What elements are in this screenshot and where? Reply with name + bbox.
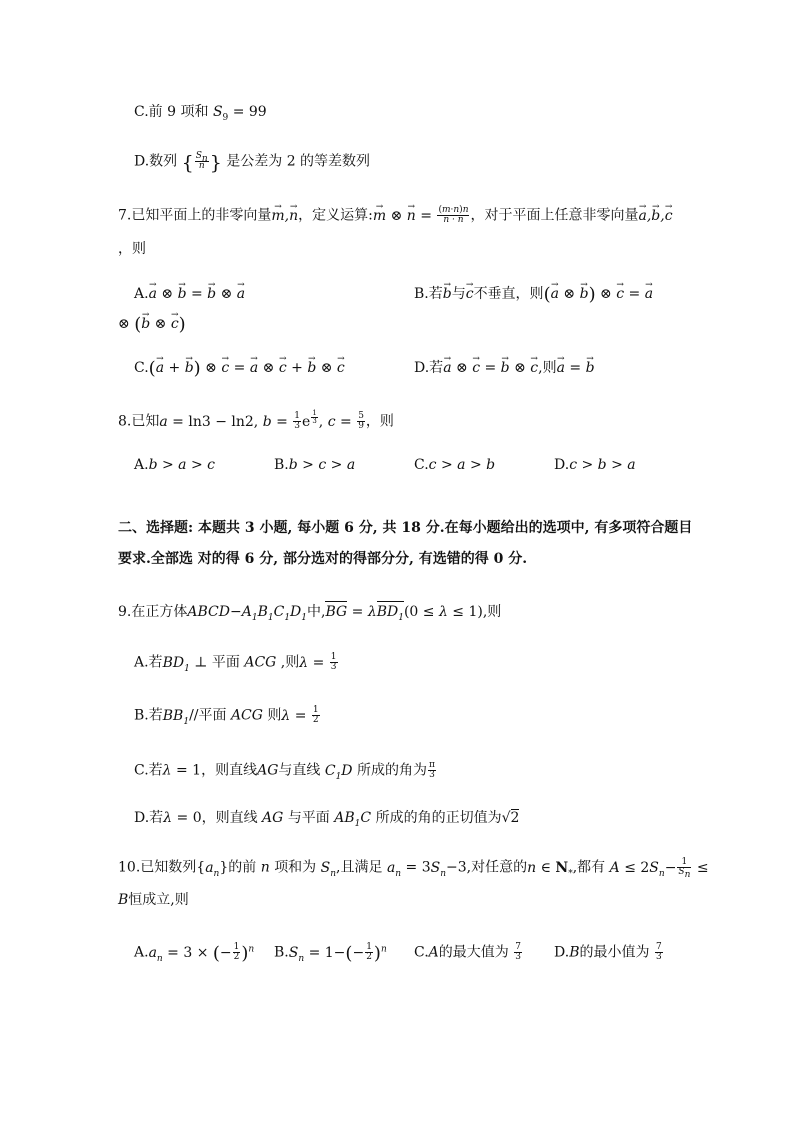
q10-stem-2: 的前 — [228, 859, 257, 876]
q9-option-a-bd1: $BD_1$ — [162, 654, 190, 674]
q10-option-c-label: C. — [414, 944, 429, 961]
q10-stem-4: ,且满足 — [336, 859, 383, 876]
q9-option-d-lambda: λ = 0 — [163, 810, 202, 826]
q8-option-a-math: b > a > c — [148, 457, 215, 473]
q7-vectors-mn: → m,→ n — [271, 208, 298, 224]
section2-header-line1: 二、选择题: 本题共 3 小题, 每小题 6 分, 共 18 分.在每小题给出的选项中, 有多项符合题目 — [118, 520, 693, 536]
q10-option-d-math: $\frac{7}{3}$ — [655, 942, 662, 962]
q9-stem-1: 9.在正方体 — [118, 604, 188, 620]
q6-option-c-math: $S_9 = 99$ — [212, 104, 267, 123]
q10-stem-continued — [118, 891, 189, 909]
q9-option-b-bb1: $BB_1$ — [162, 707, 190, 727]
q9-option-a: A.若$BD_1$ ⊥ 平面 ACG ,则λ = $\frac{1}{3}$ — [134, 652, 337, 674]
q9-option-d-text1: ，则直线 — [201, 810, 258, 826]
q7-option-b-text1: 与 — [451, 286, 466, 302]
q10-option-b-label: B. — [274, 944, 289, 961]
q10-option-d: D.B的最小值为 $\frac{7}{3}$ — [554, 942, 662, 962]
q10-option-d-text: 的最小值为 — [579, 944, 650, 961]
q7-option-a-math: → a ⊗ → b = → b ⊗ → a — [149, 286, 246, 302]
q7-option-d-math-2: → a = → b — [557, 360, 595, 376]
q6-option-c — [134, 103, 267, 121]
q10-option-a-label: A. — [134, 944, 149, 961]
q9-option-d-text3: 所成的角的正切值为 — [375, 810, 502, 826]
q10-sequence: $\{a_n\}$ — [196, 859, 229, 879]
q6-option-c-label: C.前 9 项和 — [134, 104, 209, 120]
q9-option-a-label: A.若 — [134, 654, 163, 671]
q9-option-c-text3: 所成的角为 — [356, 762, 427, 779]
q9-option-b-label: B.若 — [134, 707, 163, 724]
q7-stem-2: ，定义运算: — [298, 207, 373, 224]
q9-option-c-lambda: λ = 1 — [162, 762, 202, 779]
q9-option-b-math: λ = $\frac{1}{2}$ — [281, 705, 319, 725]
q9-option-b-text: 平面 — [198, 707, 227, 724]
q7-option-b-vec-b: → b — [443, 285, 452, 303]
q10-option-b-math: $S_n = 1-(-$ $\frac{1}{2}$ )$^n$ — [288, 942, 387, 964]
q10-option-a-math: $a_n = 3$ × (− $\frac{1}{2}$ )$^n$ — [148, 942, 255, 964]
q9-condition: BG = λBD$_1$(0 ≤ λ ≤ 1) — [325, 604, 482, 620]
q7-option-d — [414, 359, 595, 377]
q7-option-c — [134, 359, 345, 378]
q8-option-c-label: C. — [414, 457, 429, 473]
q7-option-b-continued — [118, 315, 186, 334]
q9-option-a-text: 平面 — [211, 654, 240, 671]
q7-option-a-label: A. — [134, 286, 149, 302]
q9-option-b: B.若$BB_1//$平面 ACG 则λ = $\frac{1}{2}$ — [134, 705, 319, 727]
q9-option-c-text1: ，则直线 — [201, 762, 258, 779]
q10-stem-5: ,对任意的 — [466, 859, 528, 876]
q9-option-d-text2: 与平面 — [287, 810, 330, 826]
q10-option-a — [134, 943, 254, 963]
q9-option-b-then: 则 — [267, 707, 282, 724]
q7-stem-1: 7.已知平面上的非零向量 — [118, 207, 272, 224]
q8-definitions: a = ln3 − ln2, b = $\frac{1}{3}$ e $^{\frac{1}{3}}$ , c = $\frac{5}{9}$ — [159, 409, 364, 432]
q8-option-d-label: D. — [554, 457, 570, 473]
q7-option-b — [414, 285, 653, 304]
q10-recurrence: $a_n = 3S_n-3$ — [386, 859, 467, 879]
q9-option-a-math: λ = $\frac{1}{3}$ — [299, 652, 337, 672]
q10-option-d-label: D. — [554, 944, 570, 961]
q7-stem-3: ，对于平面上任意非零向量 — [470, 207, 639, 224]
q6-option-d — [134, 152, 370, 172]
q8-stem-1: 8.已知 — [118, 413, 160, 430]
q8-stem — [118, 410, 394, 431]
q6-option-d-suffix: 是公差为 2 的等差数列 — [226, 153, 371, 170]
q8-option-a-label: A. — [134, 457, 149, 473]
q7-option-b-vec-c: → c — [466, 285, 474, 303]
q10-stem-1: 10.已知数列 — [118, 859, 197, 876]
q9-stem: 9.在正方体$ABCD-A_1B_1C_1D_1$中,BG = λBD$_1$(0 ≤ λ ≤ 1),则 — [118, 601, 501, 621]
q10-option-c: C.A的最大值为 $\frac{7}{3}$ — [414, 942, 521, 962]
q7-option-b-math: (→ a ⊗ → b) ⊗ → c = → a — [544, 286, 654, 302]
q7-stem — [118, 206, 673, 225]
q8-option-d-math: c > b > a — [569, 457, 636, 473]
q10-option-c-text: 的最大值为 — [438, 944, 509, 961]
q8-option-c-math: c > a > b — [428, 457, 496, 473]
q7-stem-end: ，则 — [118, 241, 146, 257]
q10-stem-3: 项和为 — [274, 859, 317, 876]
q7-option-b-label: B.若 — [414, 286, 443, 302]
q7-option-b-math-2: ⊗ (→ b ⊗ → c) — [118, 316, 186, 332]
q9-stem-3: ,则 — [482, 604, 502, 620]
q6-option-d-label: D.数列 — [134, 153, 178, 170]
q9-option-c-math: $\frac{\pi}{3}$ — [428, 760, 435, 780]
q8-option-c — [414, 456, 495, 474]
q9-option-a-then: ,则 — [280, 654, 300, 671]
q10-option-b — [274, 943, 387, 963]
q8-option-b-label: B. — [274, 457, 289, 473]
q7-option-a — [134, 285, 245, 303]
q10-stem: 10.已知数列$\{a_n\}$的前 n 项和为 $S_n$,且满足 $a_n = 3S_n-3$,对任意的n ∈ $N_*$,都有 $A \le 2S_n-$ $\frac{1}{S_n}$ ≤ — [118, 857, 709, 880]
q9-option-d-label: D.若 — [134, 810, 164, 826]
q9-option-c-text2: 与直线 — [278, 762, 321, 779]
q7-option-d-label: D.若 — [414, 360, 444, 376]
q10-domain: n ∈ $N_*$ — [527, 859, 573, 879]
q10-stem-6: ,都有 — [572, 859, 606, 876]
q7-option-c-math: (→ a + → b) ⊗ → c = → a ⊗ → c + → b ⊗ → c — [149, 360, 345, 376]
q7-option-d-text: ,则 — [538, 360, 557, 376]
q8-option-a — [134, 456, 215, 474]
q10-stem-7: 恒成立,则 — [128, 892, 189, 908]
q8-option-b — [274, 456, 355, 474]
q10-B: B — [118, 892, 129, 908]
q8-option-b-math: b > c > a — [288, 457, 356, 473]
q8-option-d — [554, 456, 636, 474]
q9-option-d: D.若λ = 0，则直线 AG 与平面 $AB_1C$ 所成的角的正切值为√2 — [134, 810, 520, 829]
q8-stem-2: ，则 — [365, 413, 394, 430]
q7-option-c-label: C. — [134, 360, 149, 376]
q9-stem-2: 中, — [307, 604, 326, 620]
q7-option-d-math: → a ⊗ → c = → b ⊗ → c — [443, 360, 538, 376]
q7-operation-def: → m ⊗ → n = $\frac{(m\cdot n)n}{n \cdot n}$ — [373, 208, 471, 224]
q9-option-d-math: √2 — [501, 810, 520, 826]
section2-header-line2: 要求.全部选 对的得 6 分, 部分选对的得部分分, 有选错的得 0 分. — [118, 551, 528, 567]
q10-inequality: $A \le 2S_n-$ $\frac{1}{S_n}$ ≤ — [609, 857, 709, 880]
q9-option-c-label: C.若 — [134, 762, 163, 779]
q7-option-b-text2: 不垂直，则 — [473, 286, 544, 302]
q6-option-d-math: { $\frac{S_n}{n}$ } — [181, 151, 222, 174]
q10-option-c-math: $\frac{7}{3}$ — [515, 942, 521, 962]
q7-vectors-abc: → a,→ b,→ c — [638, 208, 672, 224]
q9-cube: ABCD — [187, 604, 230, 620]
q9-option-c: C.若λ = 1，则直线AG与直线 $C_1D$ 所成的角为 $\frac{\pi}{3}$ — [134, 760, 435, 782]
